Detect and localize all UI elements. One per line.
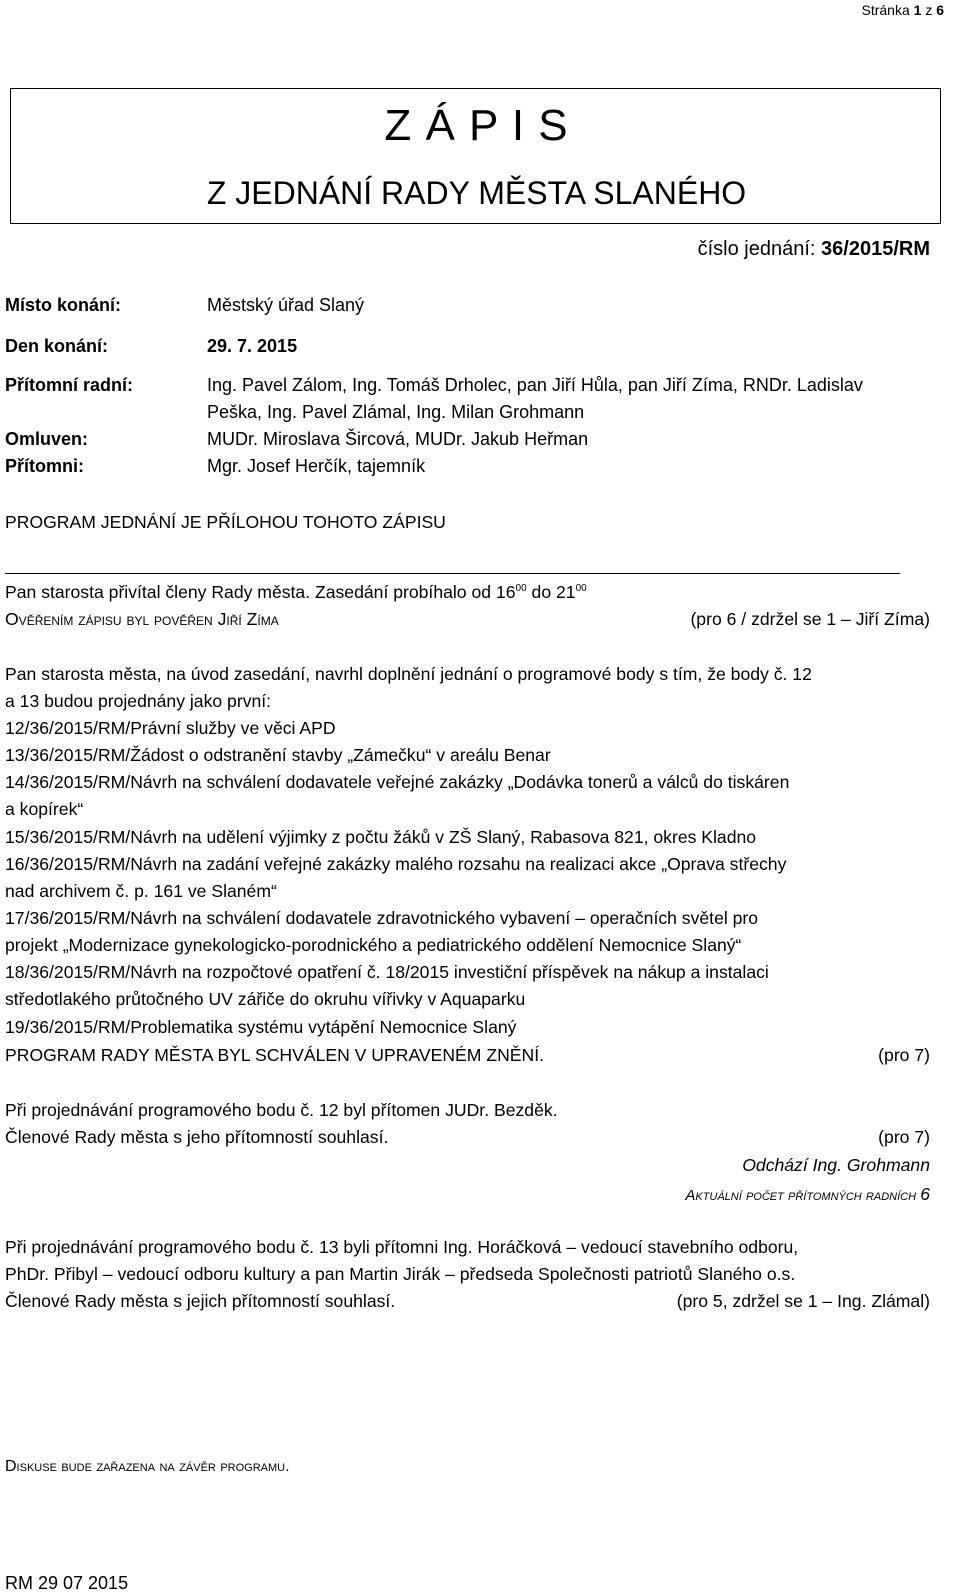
body-line: 12/36/2015/RM/Právní služby ve věci APD [5,718,336,738]
item13-line-3: Členové Rady města s jejich přítomností souhlasí. [5,1291,396,1311]
footer-code: RM 29 07 2015 [5,1573,129,1593]
item12-leaves: Odchází Ing. Grohmann [742,1155,930,1175]
opening-text: Pan starosta přivítal členy Rady města. Zasedání probíhalo od $16^{00}$ do $21^{00}$ [5,582,587,602]
item13-line-1: Při projednávání programového bodu č. 13 byli přítomni Ing. Horáčková – vedoucí stavebního odboru, [5,1237,799,1257]
program-approved: PROGRAM RADY MĚSTA BYL SCHVÁLEN V UPRAVENÉM ZNĚNÍ. [5,1045,545,1065]
item12-vote: (pro 7) [878,1127,930,1147]
present-line-1: Ing. Pavel Zálom, Ing. Tomáš Drholec, pan Jiří Hůla, pan Jiří Zíma, RNDr. Ladislav [207,375,863,395]
item12-line-1: Při projednávání programového bodu č. 12 byl přítomen JUDr. Bezděk. [5,1100,558,1120]
reference-number: číslo jednání: 36/2015/RM [697,238,930,260]
item13-line-2: PhDr. Přibyl – vedoucí odboru kultury a pan Martin Jirák – předseda Společnosti patriotů Slaného o.s. [5,1264,796,1284]
verification-vote: (pro 6 / zdržel se 1 – Jiří Zíma) [690,609,930,629]
item12-count: Aktuální počet přítomných radních 6 [685,1184,930,1204]
program-note: PROGRAM JEDNÁNÍ JE PŘÍLOHOU TOHOTO ZÁPISU [5,512,446,532]
excused-label: Omluven: [5,429,89,449]
date-label: Den konání: [5,336,109,356]
excused-value: MUDr. Miroslava Šircová, MUDr. Jakub Heřman [207,429,589,449]
body-line: 13/36/2015/RM/Žádost o odstranění stavby „Zámečku“ v areálu Benar [5,745,551,765]
place-label: Místo konání: [5,295,121,315]
body-line: 19/36/2015/RM/Problematika systému vytápění Nemocnice Slaný [5,1017,517,1037]
date-value: 29. 7. 2015 [207,336,298,356]
body-line: 17/36/2015/RM/Návrh na schválení dodavatele zdravotnického vybavení – operačních světel pro [5,908,759,928]
body-line: 18/36/2015/RM/Návrh na rozpočtové opatření č. 18/2015 investiční příspěvek na nákup a instalaci [5,962,769,982]
place-value: Městský úřad Slaný [207,295,365,315]
body-line: projekt „Modernizace gynekologicko-porodnického a pediatrického oddělení Nemocnice Slaný“ [5,935,742,955]
body-line: 14/36/2015/RM/Návrh na schválení dodavatele veřejné zakázky „Dodávka tonerů a válců do tiskáren [5,772,790,792]
item13-vote: (pro 5, zdržel se 1 – Ing. Zlámal) [676,1291,930,1311]
item12-line-2: Členové Rady města s jeho přítomností souhlasí. [5,1127,389,1147]
title-box [10,88,941,224]
present-line-2: Peška, Ing. Pavel Zlámal, Ing. Milan Grohmann [207,402,585,422]
discussion-note: Diskuse bude zařazena na závěr programu. [5,1458,290,1475]
present-label: Přítomní radní: [5,375,134,395]
program-approved-vote: (pro 7) [878,1045,930,1065]
body-line: nad archivem č. p. 161 ve Slaném“ [5,881,277,901]
body-line: 16/36/2015/RM/Návrh na zadání veřejné zakázky malého rozsahu na realizaci akce „Oprava střechy [5,854,787,874]
verification-text: Ověřením zápisu byl pověřen Jiří Zíma [5,609,279,629]
page-number: Stránka 1 z 6 [861,2,944,18]
body-line: a 13 budou projednány jako první: [5,691,272,711]
body-line: středotlakého průtočného UV zářiče do okruhu vířivky v Aquaparku [5,989,526,1009]
body-line: a kopírek“ [5,799,84,819]
document-title: Z Á P I S [384,101,569,150]
body-line: Pan starosta města, na úvod zasedání, navrhl doplnění jednání o programové body s tím, že body č. 12 [5,664,812,684]
divider [5,573,900,574]
body-line: 15/36/2015/RM/Návrh na udělení výjimky z počtu žáků v ZŠ Slaný, Rabasova 821, okres Kladno [5,827,757,847]
attending-label: Přítomni: [5,456,84,476]
document-subtitle: Z JEDNÁNÍ RADY MĚSTA SLANÉHO [206,175,747,211]
attending-value: Mgr. Josef Herčík, tajemník [207,456,426,476]
